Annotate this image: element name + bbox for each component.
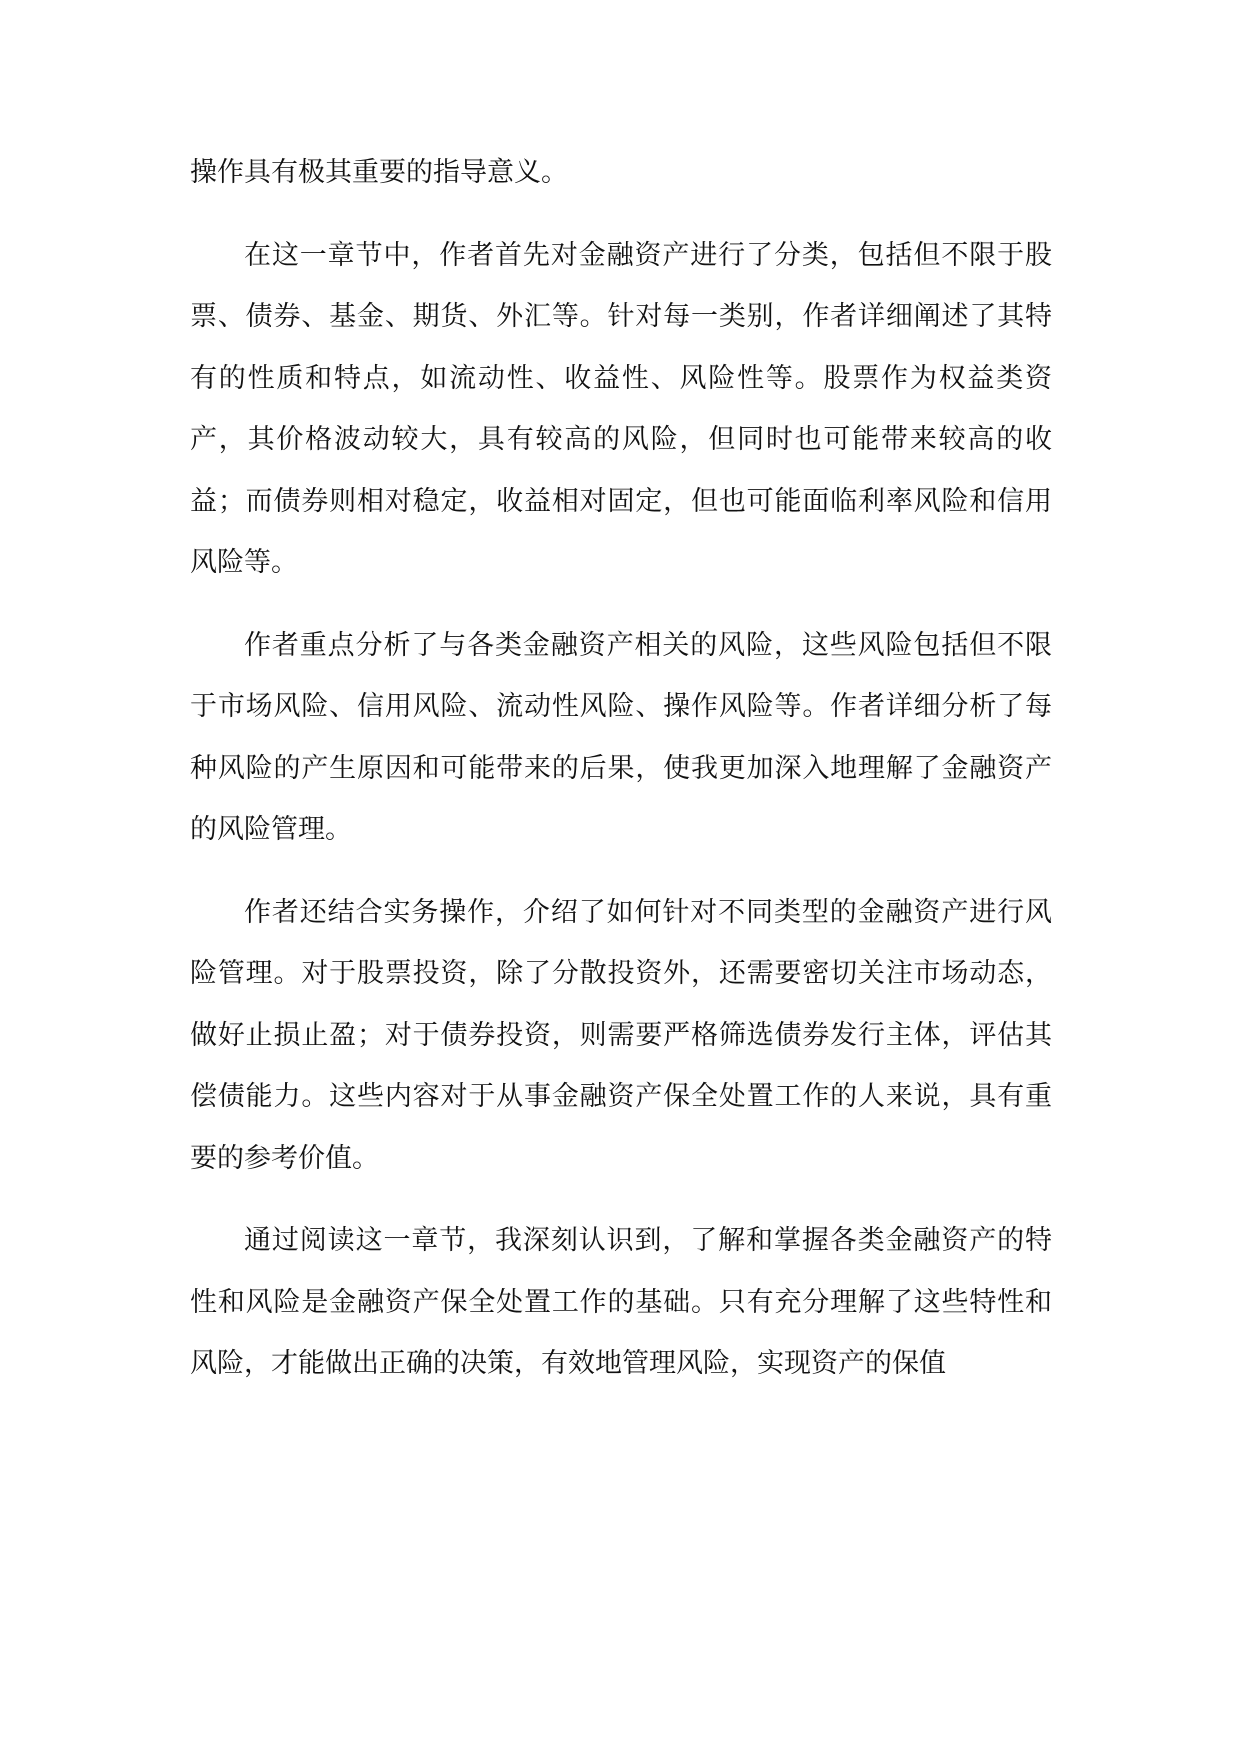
paragraph-classification: 在这一章节中，作者首先对金融资产进行了分类，包括但不限于股票、债券、基金、期货、外汇等。针对每一类别，作者详细阐述了其特有的性质和特点，如流动性、收益性、风险性等。股票作为权益类资产，其价格波动较大，具有较高的风险，但同时也可能带来较高的收益；而债券则相对稳定，收益相对固定，但也可能面临利率风险和信用风险等。: [190, 239, 1052, 578]
paragraph-practice: 作者还结合实务操作，介绍了如何针对不同类型的金融资产进行风险管理。对于股票投资，除了分散投资外，还需要密切关注市场动态，做好止损止盈；对于债券投资，则需要严格筛选债券发行主体，评估其偿债能力。这些内容对于从事金融资产保全处置工作的人来说，具有重要的参考价值。: [190, 896, 1052, 1174]
body-text: [190, 142, 1052, 1416]
paragraph-continued: 操作具有极其重要的指导意义。: [190, 157, 568, 188]
paragraph-conclusion: 通过阅读这一章节，我深刻认识到，了解和掌握各类金融资产的特性和风险是金融资产保全处置工作的基础。只有充分理解了这些特性和风险，才能做出正确的决策，有效地管理风险，实现资产的保值: [190, 1225, 1052, 1379]
paragraph-risk-analysis: 作者重点分析了与各类金融资产相关的风险，这些风险包括但不限于市场风险、信用风险、流动性风险、操作风险等。作者详细分析了每种风险的产生原因和可能带来的后果，使我更加深入地理解了金融资产的风险管理。: [190, 629, 1052, 845]
